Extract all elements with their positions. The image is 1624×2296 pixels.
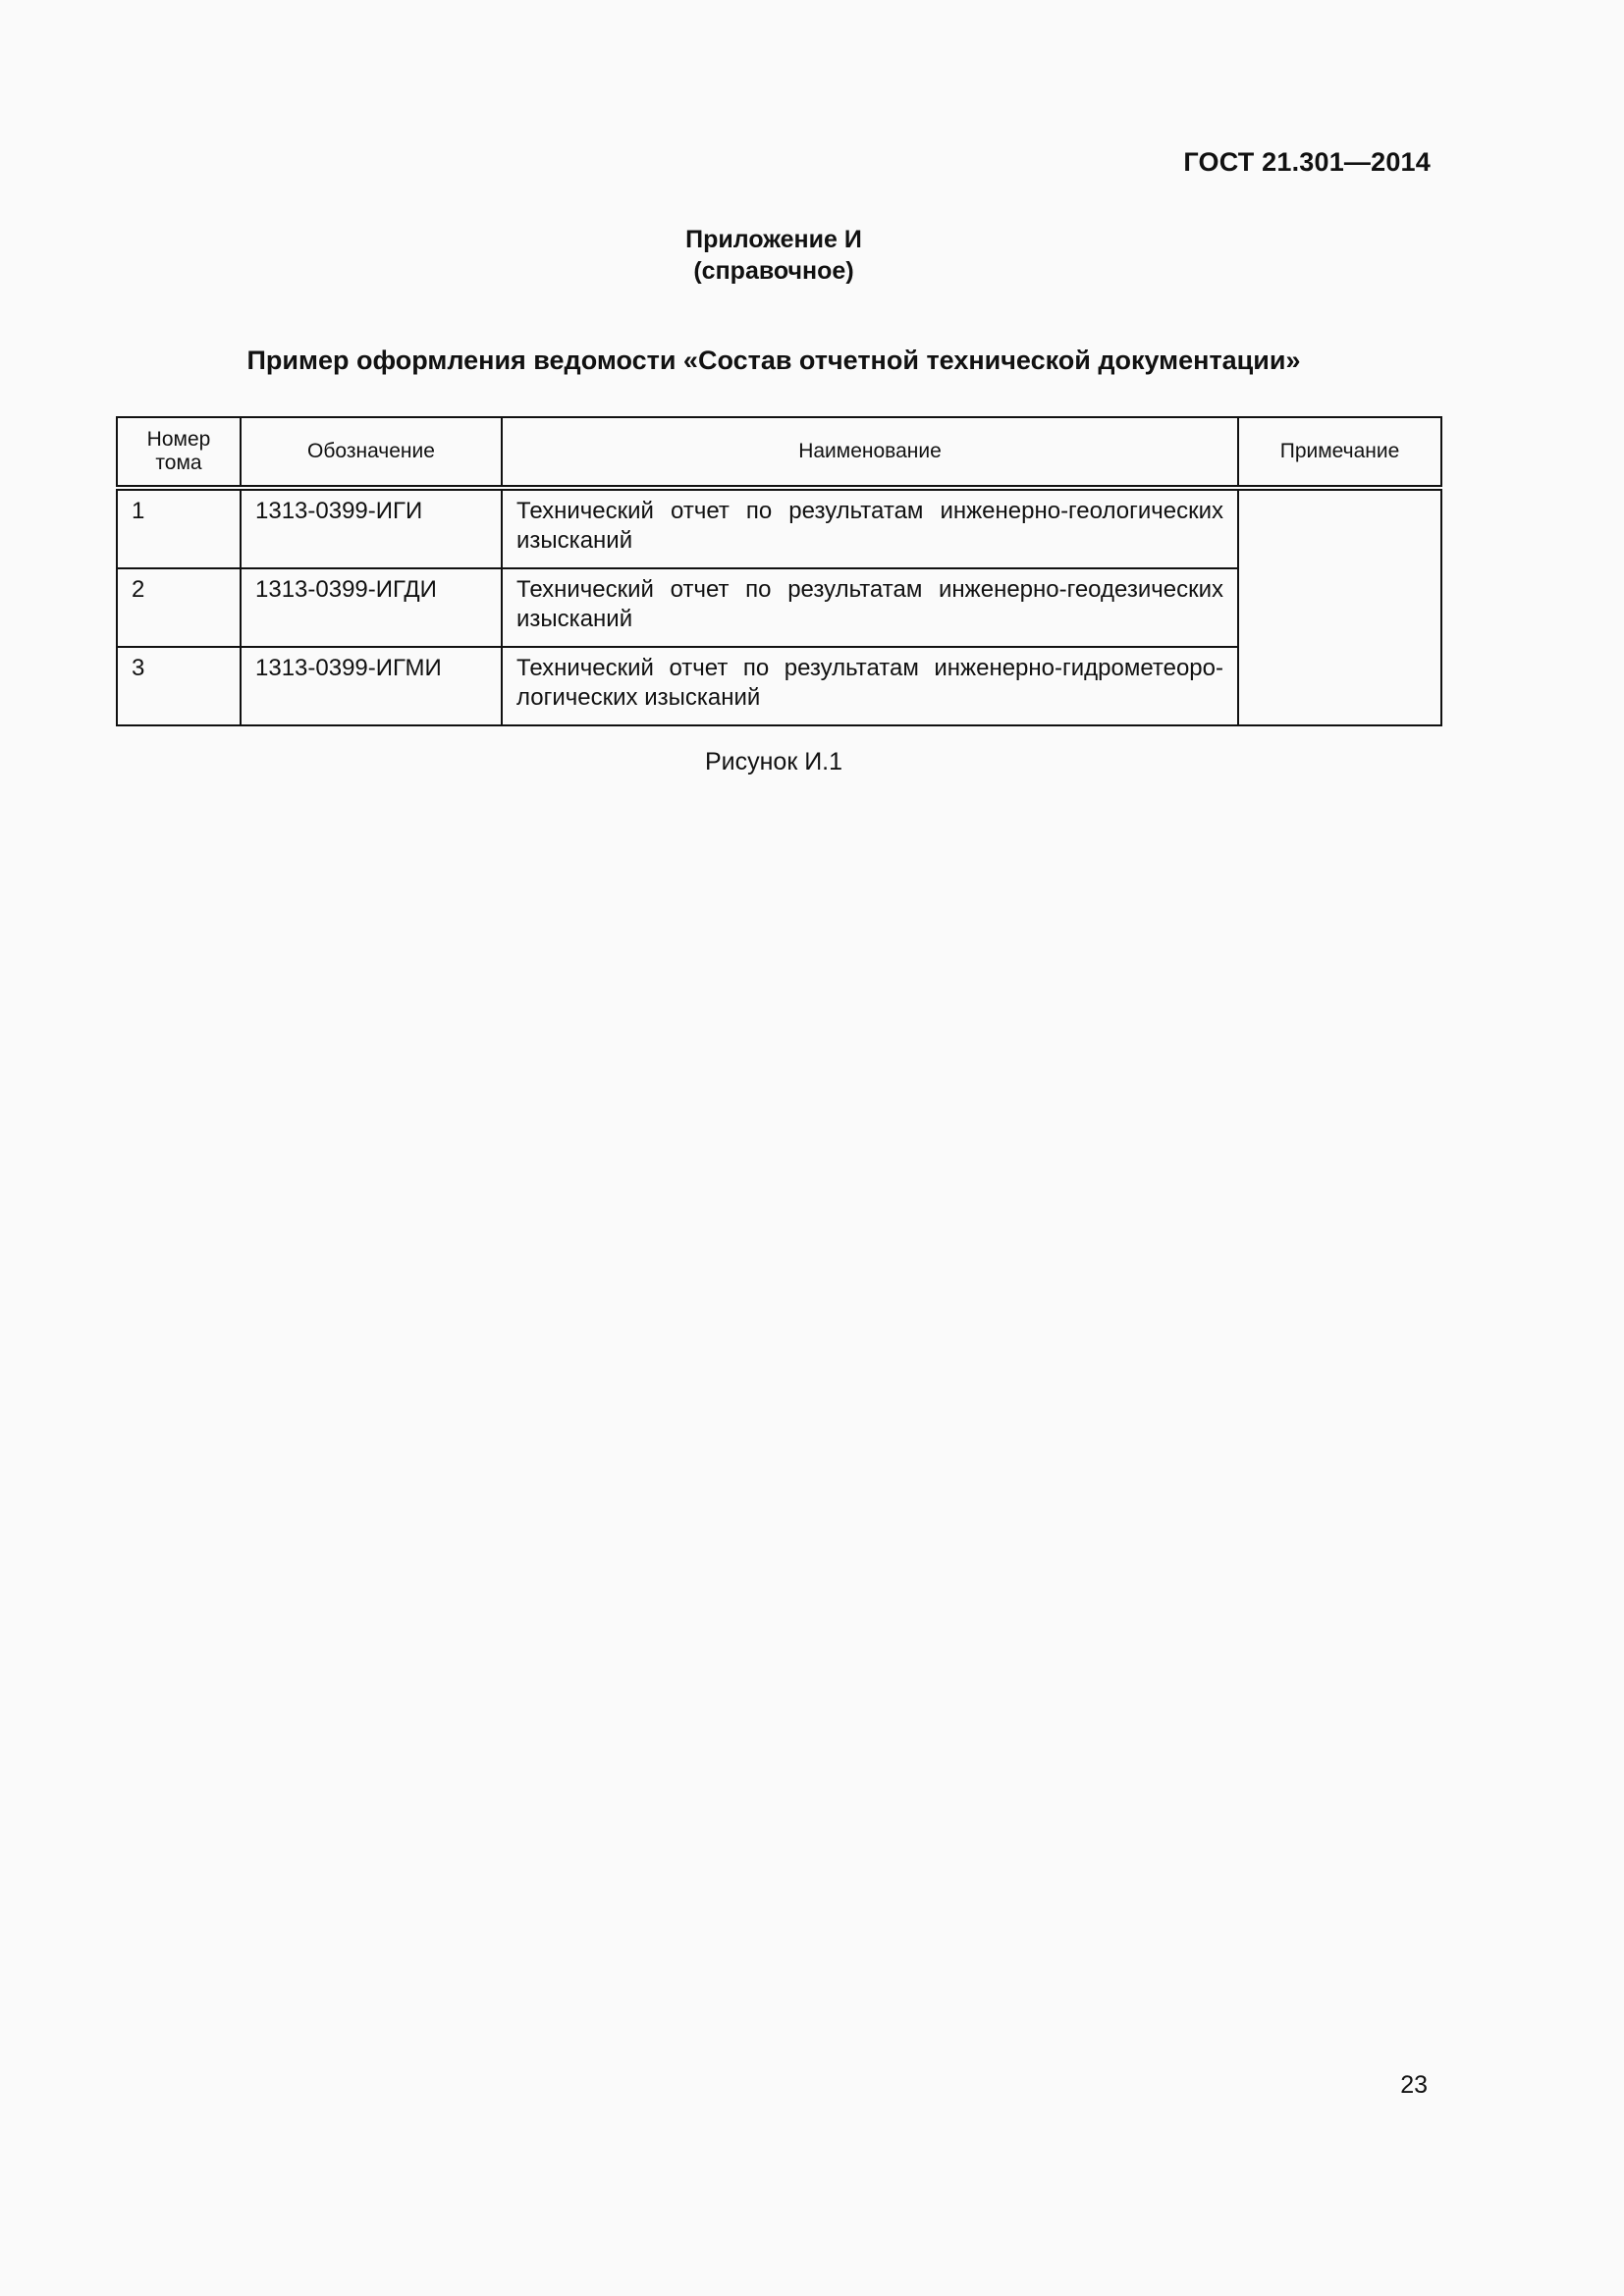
standard-code: ГОСТ 21.301—2014 <box>1183 147 1431 177</box>
appendix-subtitle: (справочное) <box>693 257 854 285</box>
cell-number: 1 <box>117 488 241 568</box>
cell-name: Технический отчет по результатам инженерно-геодезических изысканий <box>502 568 1238 647</box>
cell-number: 3 <box>117 647 241 725</box>
cell-number: 2 <box>117 568 241 647</box>
cell-designation: 1313-0399-ИГИ <box>241 488 502 568</box>
column-header-name: Наименование <box>502 417 1238 488</box>
appendix-heading <box>0 224 1547 287</box>
column-header-number-line2: тома <box>155 452 202 474</box>
composition-table <box>116 416 1442 726</box>
cell-name: Технический отчет по результатам инженерно-геологических изысканий <box>502 488 1238 568</box>
cell-name: Технический отчет по результатам инженерно-гидрометеоро-логических изысканий <box>502 647 1238 725</box>
document-title: Пример оформления ведомости «Состав отчетной технической документации» <box>246 346 1301 375</box>
table-header-row <box>117 417 1441 488</box>
column-header-number <box>117 417 241 488</box>
column-header-note: Примечание <box>1238 417 1441 488</box>
column-header-number-line1: Номер <box>146 428 211 451</box>
table-row <box>117 488 1441 568</box>
cell-designation: 1313-0399-ИГМИ <box>241 647 502 725</box>
appendix-title: Приложение И <box>685 226 862 253</box>
figure-caption: Рисунок И.1 <box>704 748 843 775</box>
cell-designation: 1313-0399-ИГДИ <box>241 568 502 647</box>
page-number: 23 <box>1400 2071 1428 2099</box>
cell-note <box>1238 488 1441 725</box>
column-header-designation: Обозначение <box>241 417 502 488</box>
